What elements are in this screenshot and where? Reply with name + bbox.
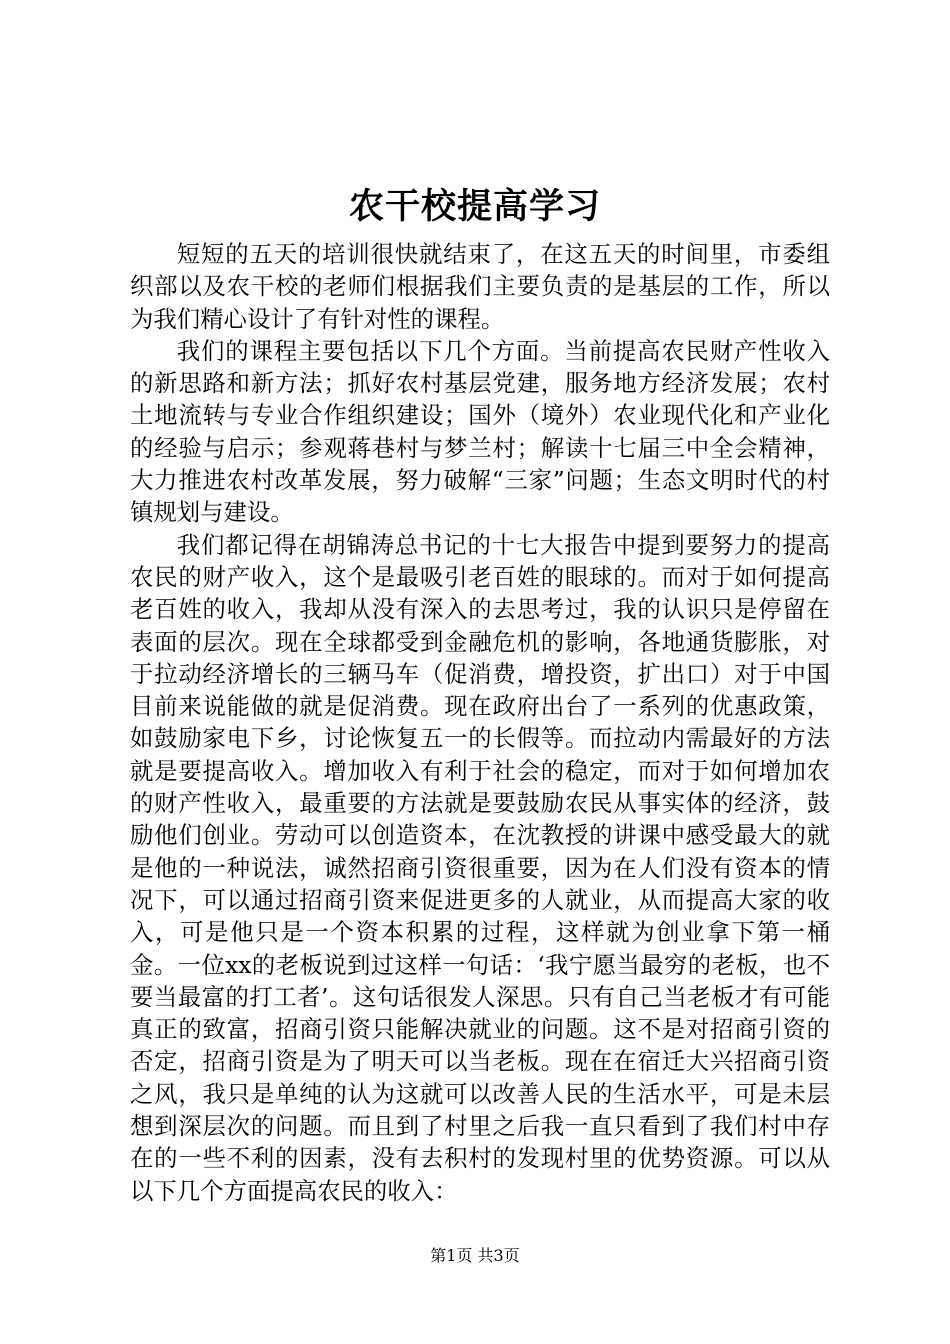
paragraph-reflection: 我们都记得在胡锦涛总书记的十七大报告中提到要努力的提高农民的财产收入，这个是最吸引老百姓的眼球的。而对于如何提高老百姓的收入，我却从没有深入的去思考过，我的认识只是停留在表面的层次。现在全球都受到金融危机的影响，各地通货膨胀，对于拉动经济增长的三辆马车（促消费，增投资，扩出口）对于中国目前来说能做的就是促消费。现在政府出台了一系列的优惠政策，如鼓励家电下乡，讨论恢复五一的长假等。而拉动内需最好的方法就是要提高收入。增加收入有利于社会的稳定，而对于如何增加农的财产性收入，最重要的方法就是要鼓励农民从事实体的经济，鼓励他们创业。劳动可以创造资本，在沈教授的讲课中感受最大的就是他的一种说法，诚然招商引资很重要，因为在人们没有资本的情况下，可以通过招商引资来促进更多的人就业，从而提高大家的收入，可是他只是一个资本积累的过程，这样就为创业拿下第一桶金。一位xx的老板说到过这样一句话：‘我宁愿当最穷的老板，也不要当最富的打工者’。这句话很发人深思。只有自己当老板才有可能真正的致富，招商引资只能解决就业的问题。这不是对招商引资的否定，招商引资是为了明天可以当老板。现在在宿迁大兴招商引资之风，我只是单纯的认为这就可以改善人民的生活水平，可是未层想到深层次的问题。而且到了村里之后我一直只看到了我们村中存在的一些不利的因素，没有去积村的发现村里的优势资源。可以从以下几个方面提高农民的收入： <box>130 530 830 1205</box>
paragraph-courses: 我们的课程主要包括以下几个方面。当前提高农民财产性收入的新思路和新方法；抓好农村基层党建，服务地方经济发展；农村土地流转与专业合作组织建设；国外（境外）农业现代化和产业化的经验与启示；参观蒋巷村与梦兰村；解读十七届三中全会精神，大力推进农村改革发展，努力破解“三家”问题；生态文明时代的村镇规划与建设。 <box>130 336 830 527</box>
page-number-footer: 第1页 共3页 <box>430 1246 520 1265</box>
document-title: 农干校提高学习 <box>348 186 601 227</box>
document-body <box>130 238 830 1207</box>
paragraph-intro: 短短的五天的培训很快就结束了，在这五天的时间里，市委组织部以及农干校的老师们根据我们主要负责的是基层的工作，所以为我们精心设计了有针对性的课程。 <box>130 240 830 333</box>
